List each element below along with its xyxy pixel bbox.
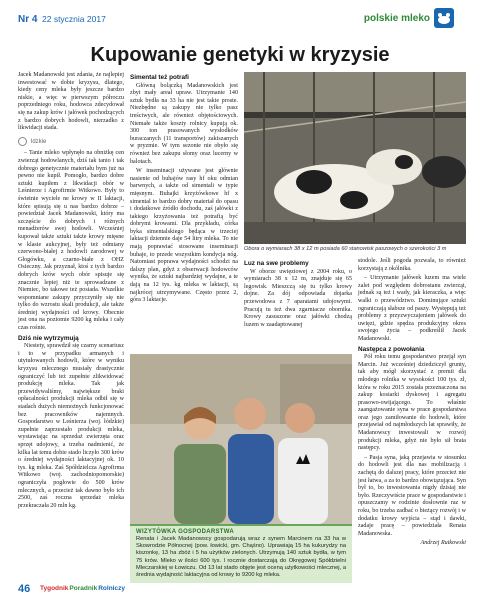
col4-paragraph-1: stodole. Jeśli pogoda pozwala, to również korzystają z okólnika. <box>358 258 466 272</box>
column-3 <box>244 258 352 331</box>
page-footer <box>0 578 480 598</box>
issue-number: Nr 4 <box>18 14 38 25</box>
col1-paragraph-2: Niestety, sprawdził się czarny scenariusz i to w przypadku armanych i utytułowanych hodowli, które w wyniku kryzysu mlecznego musiały drastycznie ograniczyć lub też zupełnie zlikwidować produkcję mleka. Tak jak przewidywaliśmy, największe braki opłacalności produkcji mleka odbił się w stadach dużych niemożnych funkcjonować bez pracowników najemnych. Gospodarstwo w Leśnierza (woj. łódzkie) zupełnie zaprzestało produkcji mleka, wystawiając na sprzedaż zwierzęta oraz sprzęt udojowy, a trzeba nadmienić, że kilka lat temu dobie stado liczyło 300 krów o średniej wydajności laktacyjnej ok. 10 tys. kg mleka. Zaś Spółdzielcza Agrofirma Witkowo (woj. zachodniopomorskie) ograniczyła pogłowie do 500 krów mlecznych, a przecież tak dawno było ich 2500, zaś roczna sprzedaż mleka przekraczała 20 mln kg. <box>18 343 124 509</box>
brand-part-1: Tygodnik <box>40 585 69 592</box>
subheading-simental: Simental też potrafi <box>130 74 189 81</box>
barn-photo-image <box>244 72 466 244</box>
col1-paragraph: – Tanie mleko wpłynęło na obniżkę cen zwierząt hodowlanych, dziś tak tanio i tak dobrego genetycznie materiału bym już na pewno nie kupił. Pomogło, bardzo dobre sztuki kupiłem z likwidacji obór w Leśnierze i Agrofirmie Witkowo. Były to świetnie wyciele ne krowy w II laktacji, które spisują się u nas bardzo dobrze – powiedział Jacek Madanowski, który ma szczęście do dobrych i różnych menadżerów swej hodowli. Wcześniej kupował także sztuki także krowy mięsne w klasie aukcyjnej, były też odmiany czerwono-białej z hodowli zarodowej w Głogówku, a czarno-białe z OHZ Osieczny. Jak przyznał, ktoś z tych bardzo dobrych krów wych obór spisuje się znacznie lepiej niż te sprowadzane z Niemiec, bo takowe też posiada. Wszelkie wspomniane zakupy przyczyniły się nie tylko do wzrostu skali produkcji, ale także średniej wydajności od krowy. Obecnie jest ona na poziomie 9200 kg mleka i cały czas rośnie. <box>18 150 124 332</box>
column-1 <box>18 72 124 512</box>
column-4 <box>358 258 466 548</box>
location-text: Idzkie <box>30 138 47 145</box>
author-signature: Andrzej Rutkowski <box>420 540 466 547</box>
subheading-nastepca: Następca z powołania <box>358 345 425 353</box>
family-photo <box>130 354 352 524</box>
location-tag <box>18 137 124 147</box>
lead-paragraph <box>18 72 124 133</box>
page-number: 46 <box>18 583 31 595</box>
section-name: polskie mleko <box>363 13 430 24</box>
farm-info-title: WIZYTÓWKA GOSPODARSTWA <box>136 529 235 535</box>
article-title: Kupowanie genetyki w kryzysie <box>90 44 390 66</box>
brand-logo <box>40 585 126 592</box>
barn-photo-caption: Obora o wymiarach 38 x 12 m posiada 60 stanowisk paszowych o szerokości 3 m <box>244 246 447 252</box>
brand-part-2: Poradnik <box>69 585 98 592</box>
brand-part-3: Rolniczy <box>98 585 125 592</box>
family-photo-image <box>130 354 352 524</box>
subheading-luz: Luz na swe problemy <box>244 260 309 267</box>
col2-paragraph-2: W inseminacji używane jest głównie nasienie od buhajów rasy hf oku odmian barwnych, a także od simentali w typie mięsnym. Buhajki krzyżówkowe hf x simental to bardzo dobry materiał do opasu i dodatkowe źródło dochodu, zaś jałówki z takiego krzyżowania też potrafią być dobrymi krowami. Dla przykładu, córka byka simentalskiego będąca w trzeciej laktacji dziennie daje 54 litry mleka. To nie mają poprawiać stosowane inseminacji buhaje, to przede wszystkim kondycja nóg. Natomiast poprawa wydajności schodzi na dalszy plan, gdyż z obserwacji hodowców wynika, że sztuki najbardziej wydajne, a te dają na 12 tys. kg mleka w laktacji, są najkrócej utrzymywane. Często przez 2, góra 3 laktacje. <box>130 168 238 304</box>
barn-photo <box>244 72 466 244</box>
issue-date: 22 stycznia 2017 <box>42 14 106 24</box>
col2-paragraph-1: Główną bolączką Madanowskich jest zbyt mały areał upraw. Utrzymanie 140 sztuk bydła na 33 ha nie jest takie proste. Niezbędne są zakupy nie tylko pasz treściwych, ale również objętościowych. Niemałe także koszty rolnicy kupują ok. 300 ton prasowanych wysłodków buraczanych (11 transportów) zakiszanych w pryzmie. W tym sezonie nie obyło się również bez zakupu słomy oraz lucerny w balotach. <box>130 82 238 165</box>
farm-info-body: Renata i Jacek Madanowscy gospodarują wraz z synem Marcinem na 33 ha w Skowrodzie Północnej (pow. łowicki, gm. Chąśno). Uprawiają 15 ha kukurydzy na kiszonkę, 13 ha zbóż i 5 ha użytków zielonych. Utrzymują 140 sztuk bydła, w tym 75 krów. Mleko w ilości 600 tys. l rocznie dostarczają do Okręgowej Spółdzielni Mleczarskiej w Łowiczu. Od 13 lat stado objęte jest oceną użytkowości mlecznej, a średnia wydajność laktacyjna od krowy to 9200 kg mleka. <box>136 536 346 579</box>
col4-paragraph-4: – Pasja syna, jaką przejawia w stosunku do hodowli jest dla nas mobilizacją i zachętą do dalszej pracy, które przecież nie jest łatwa, a za to bardzo obowiązująca. Syn był to, bo inwestowania nigdy dzisiaj nie było. Rzeczywiście prace w gospodarstwie i opuszczamy w rodzinie dosłownie raz w roku, bo trzeba zadbać o bieżący rozwój i w dodatku krowy wyjścia – stąd i dawki, zadaje pracę – powiedziała Renata Madanowska. <box>358 454 466 537</box>
cow-logo-icon <box>434 8 454 28</box>
page-header <box>0 0 480 40</box>
col4-paragraph-3: Pół roku temu gospodarstwo przejął syn Marcin. Już wcześniej dziedziczył grunty, tak aby mógł skorzystać z premii dla młodego rolnika w wysokości 100 tys. zł, która w roku 2015 została przeznaczona na zakup kosiarki dyskowej i agregatu prasowo-owijającego. To właśnie zaangażowanie syna w prace gospodarstwa oraz jego zamiłowanie do hodowli, które przejawiał od najmłodszych lat sprawiły, że Madanowscy inwestowali w rozwój produkcji mleka, gdyż nie było sił brata następcy. <box>358 354 466 452</box>
subheading-dzis: Dziś nie wytrzymują <box>18 334 79 342</box>
farm-info-box <box>130 524 352 583</box>
location-icon <box>18 137 27 146</box>
col4-paragraph-2: – Utrzymanie jałówek luzem ma wiele zalet pod względem dobrostanu zwierząt, jednak są też i wady, jak kieraczka, a więc walki o przewództwo. Dominujące sztuki ograniczają słabsze od paszy. Występują też problemy z przyzwyczajeniem jałówek do uwięzi, gdzie spędza produkcyjny okres swojego życia – podkreślił Jacek Madanowski. <box>358 275 466 342</box>
col3-paragraph: W oborze uwięziowej z 2004 roku, o wymiarach 38 x 12 m, znajduje się 65 legowisk. Mieszczą się tu tylko krowy dojne. Za dój odpowiada dojarka przewodowa z 7 aparatami udojowymi. Pracują tu też dwa zgarniacze obornika. Krowy zasuszone oraz jałówki chodzą luzem w zaadaptowanej <box>244 268 352 328</box>
lead-text: Jacek Madanowski jest zdania, że najlepiej inwestować w dobie kryzysu, dlatego, kiedy ceny mleka były jeszcze bardzo niskie, a więc w pierwszym półroczu poprzedniego roku, hodowca zdecydował się na zakup krów i jałówek pochodzących z bardzo dobrych hodowli, nierzadko z likwidacji stada. <box>18 72 124 132</box>
column-2 <box>130 72 238 307</box>
